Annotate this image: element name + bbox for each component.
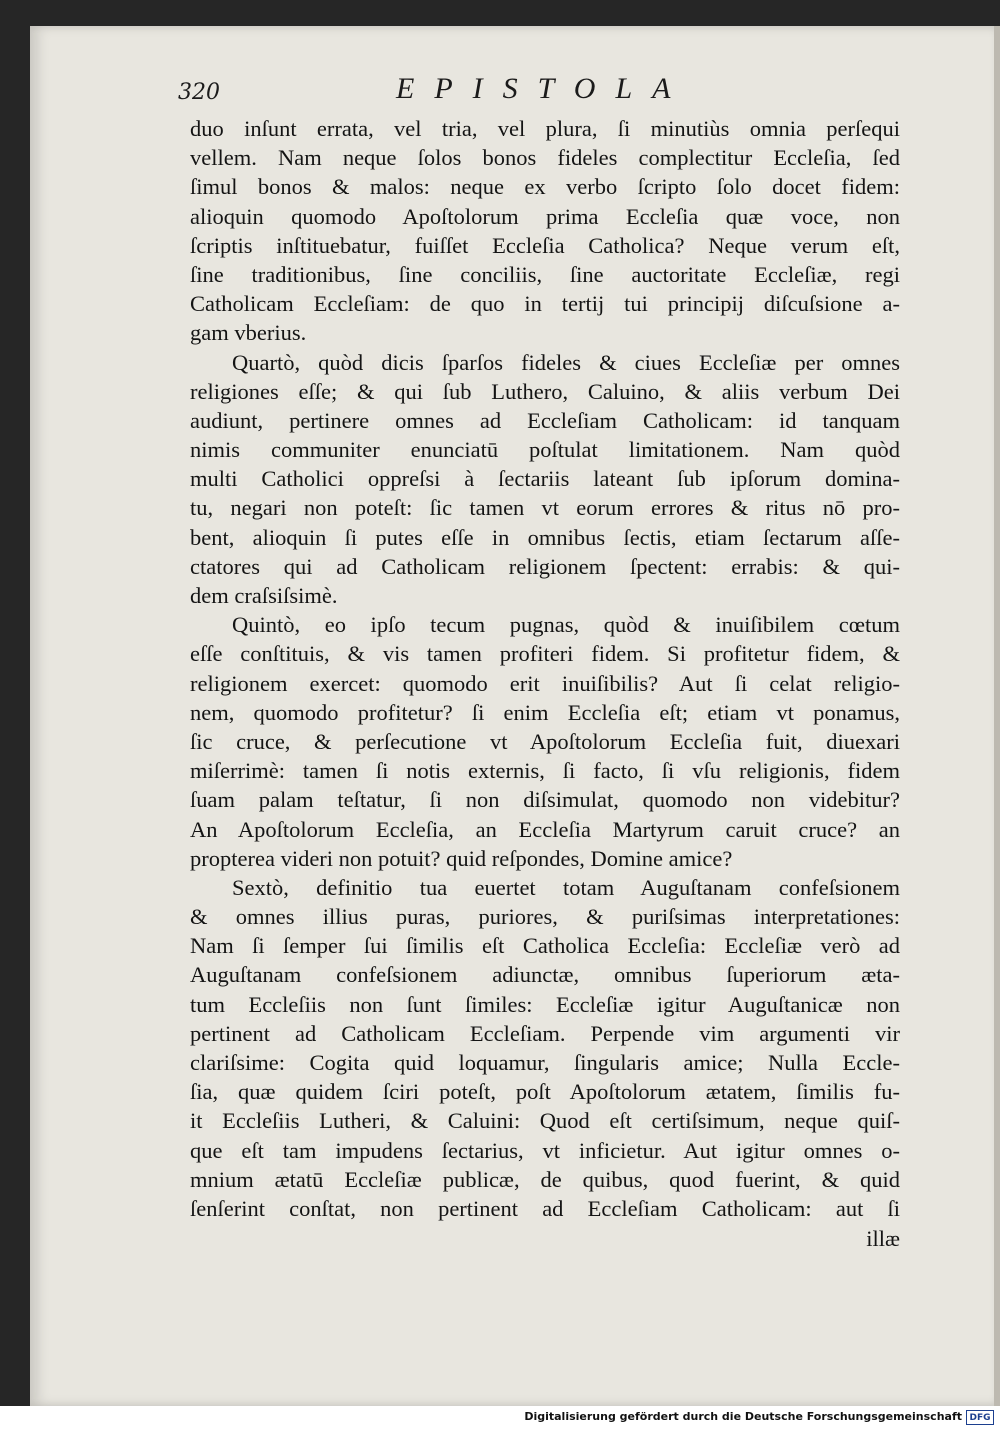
- text-line: mnium ætatū Eccleſiæ publicæ, de quibus, quod fuerint, & quid: [190, 1166, 900, 1192]
- catchword-row: [190, 1226, 900, 1252]
- text-line: nimis communiter enunciatū poſtulat limitationem. Nam quòd: [190, 437, 900, 463]
- text-line: ſic cruce, & perſecutione vt Apoſtolorum Eccleſia fuit, diuexari: [190, 728, 900, 754]
- text-line: tu, negari non poteſt: ſic tamen vt eorum errores & ritus nō pro-: [190, 495, 900, 521]
- text-line: ſimul bonos & malos: neque ex verbo ſcripto ſolo docet fidem:: [190, 174, 900, 200]
- text-line: Nam ſi ſemper ſui ſimilis eſt Catholica Eccleſia: Eccleſiæ verò ad: [190, 933, 900, 959]
- page-gutter: [994, 26, 1000, 1406]
- text-line: miſerrimè: tamen ſi notis externis, ſi facto, ſi vſu religionis, fidem: [190, 758, 900, 784]
- catchword: illæ: [866, 1226, 900, 1251]
- text-line: propterea videri non potuit? quid reſpondes, Domine amice?: [190, 845, 733, 871]
- text-line: que eſt tam impudens ſectarius, vt inficietur. Aut igitur omnes o-: [190, 1137, 900, 1163]
- text-line: Sextò, definitio tua euertet totam Auguſtanam confeſsionem: [232, 874, 900, 900]
- footer-bar: [0, 1406, 1000, 1429]
- text-line: tum Eccleſiis non ſunt ſimiles: Eccleſiæ igitur Auguſtanicæ non: [190, 991, 900, 1017]
- text-line: duo inſunt errata, vel tria, vel plura, ſi minutiùs omnia perſequi: [190, 116, 900, 141]
- dfg-logo: DFG: [966, 1410, 994, 1425]
- text-line: religionem exercet: quomodo erit inuiſibilis? Aut ſi celat religio-: [190, 670, 900, 696]
- text-line: audiunt, pertinere omnes ad Eccleſiam Catholicam: id tanquam: [190, 407, 900, 433]
- text-line: vellem. Nam neque ſolos bonos fideles complectitur Eccleſia, ſed: [190, 145, 900, 171]
- text-line: alioquin quomodo Apoſtolorum prima Eccleſia quæ voce, non: [190, 203, 900, 229]
- text-line: & omnes illius puras, puriores, & puriſsimas interpretationes:: [190, 904, 900, 930]
- text-line: ſuam palam teſtatur, ſi non diſsimulat, quomodo non videbitur?: [190, 787, 900, 813]
- text-line: religiones eſſe; & qui ſub Luthero, Caluino, & aliis verbum Dei: [190, 378, 900, 404]
- text-line: ctatores qui ad Catholicam religionem ſpectent: errabis: & qui-: [190, 553, 900, 579]
- text-line: clariſsime: Cogita quid loquamur, ſingularis amice; Nulla Eccle-: [190, 1050, 900, 1075]
- text-line: ſine traditionibus, ſine conciliis, ſine auctoritate Eccleſiæ, regi: [190, 261, 900, 287]
- page-number: 320: [178, 80, 220, 105]
- text-line: Catholicam Eccleſiam: de quo in tertij tui principij diſcuſsione a-: [190, 291, 900, 317]
- text-line: ſia, quæ quidem ſciri poteſt, poſt Apoſtolorum ætatem, ſimilis fu-: [190, 1079, 900, 1105]
- text-line: An Apoſtolorum Eccleſia, an Eccleſia Martyrum caruit cruce? an: [190, 816, 900, 842]
- body-text: [190, 114, 900, 1223]
- page-header-title: EPISTOLA: [396, 72, 691, 105]
- text-line: Quartò, quòd dicis ſparſos fideles & ciues Eccleſiæ per omnes: [232, 349, 900, 375]
- text-line: gam vberius.: [190, 320, 307, 346]
- text-line: nem, quomodo profitetur? ſi enim Eccleſia eſt; etiam vt ponamus,: [190, 699, 900, 725]
- text-line: Quintò, eo ipſo tecum pugnas, quòd & inuiſibilem cœtum: [232, 612, 900, 638]
- footer-credit: Digitalisierung gefördert durch die Deutsche Forschungsgemeinschaft: [524, 1410, 962, 1423]
- text-line: bent, alioquin ſi putes eſſe in omnibus ſectis, etiam ſectarum aſſe-: [190, 524, 900, 550]
- text-line: ſenſerint conſtat, non pertinent ad Eccleſiam Catholicam: aut ſi: [190, 1195, 900, 1221]
- text-line: dem craſsiſsimè.: [190, 583, 338, 608]
- running-head: [178, 72, 918, 112]
- text-line: Auguſtanam confeſsionem adiunctæ, omnibus ſuperiorum æta-: [190, 962, 900, 988]
- text-line: ſcriptis inſtituebatur, fuiſſet Eccleſia Catholica? Neque verum eſt,: [190, 232, 900, 258]
- text-line: eſſe conſtituis, & vis tamen profiteri fidem. Si profitetur fidem, &: [190, 641, 900, 667]
- text-line: it Eccleſiis Lutheri, & Caluini: Quod eſt certiſsimum, neque quiſ-: [190, 1108, 900, 1134]
- text-line: multi Catholici oppreſsi à ſectariis lateant ſub ipſorum domina-: [190, 466, 900, 492]
- text-line: pertinent ad Catholicam Eccleſiam. Perpende vim argumenti vir: [190, 1020, 900, 1046]
